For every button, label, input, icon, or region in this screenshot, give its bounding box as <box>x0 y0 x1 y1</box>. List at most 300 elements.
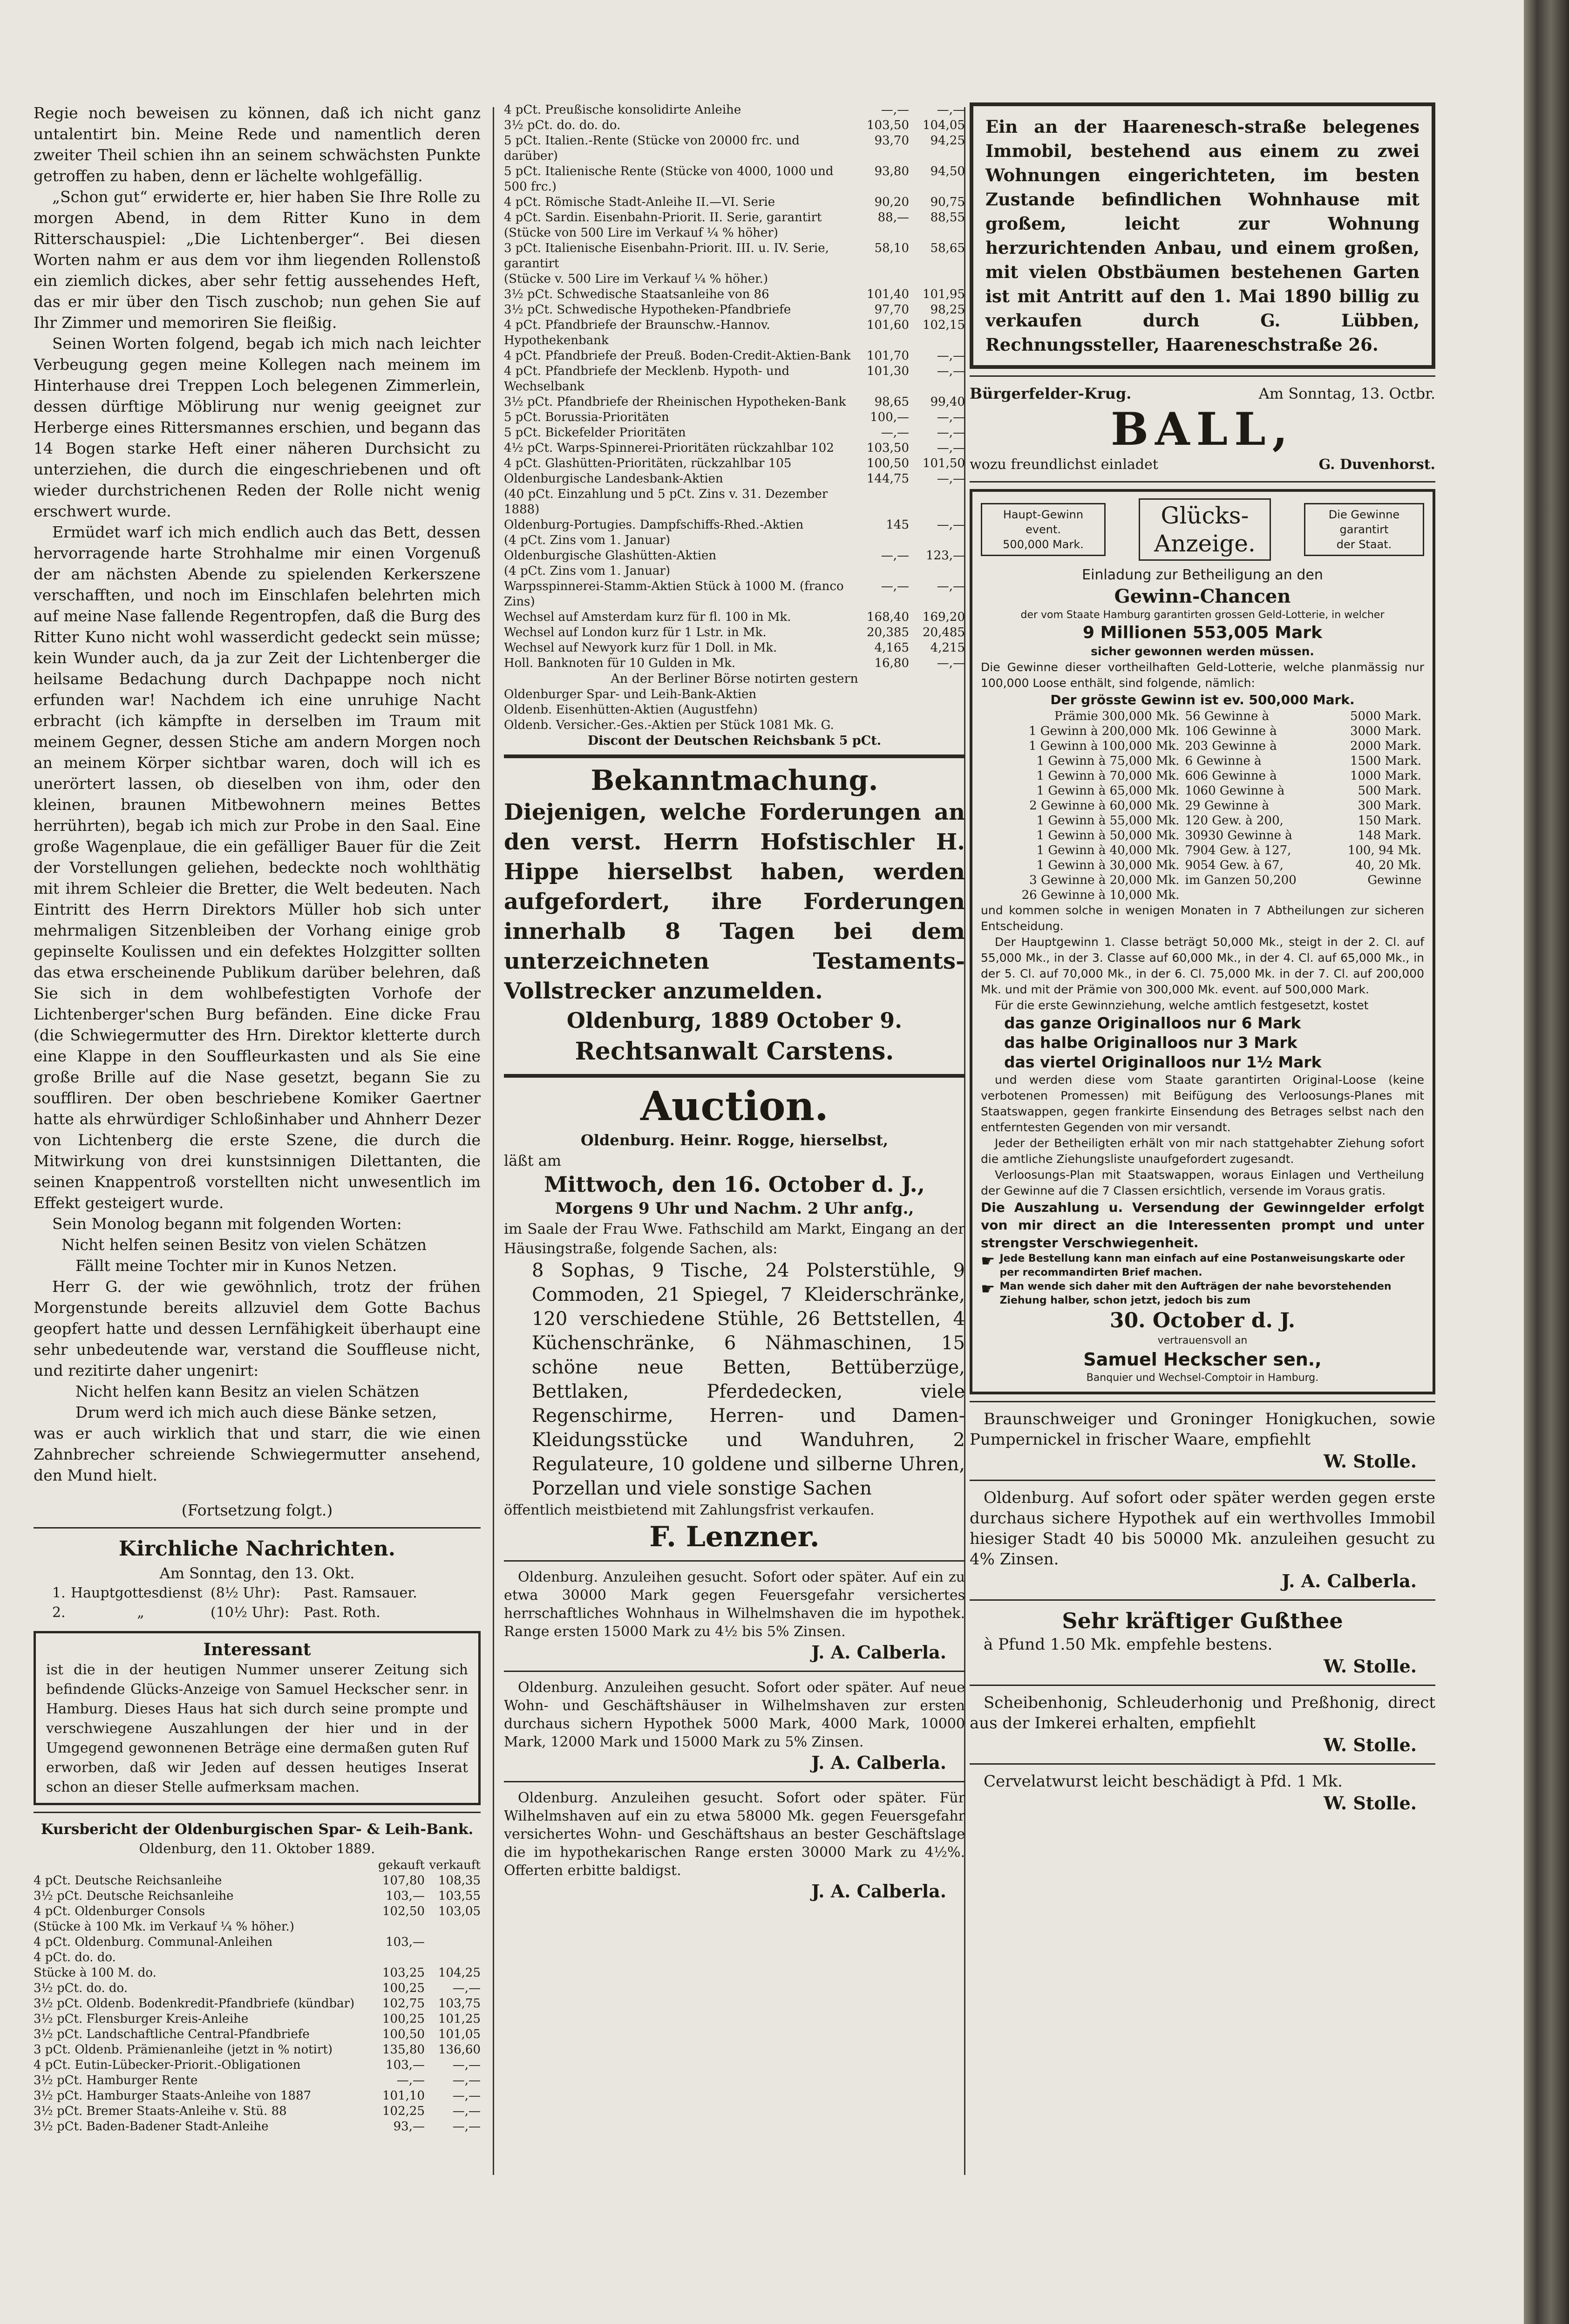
kurs-buy: 88,— <box>877 211 909 224</box>
kurs-sell: 108,35 <box>438 1874 481 1888</box>
kurs-buy: 102,25 <box>382 2104 425 2118</box>
kurs-name: 4 pCt. Pfandbriefe der Mecklenb. Hypoth- und Wechselbank <box>504 364 790 394</box>
kurs-row <box>504 272 965 287</box>
kurs-name: 5 pCt. Bickefelder Prioritäten <box>504 426 686 440</box>
church-news <box>34 1535 481 1623</box>
kurs-row <box>504 118 965 133</box>
prize-cell: 1060 Gewinne à <box>1185 784 1285 798</box>
prize-cell: 26 Gewinne à 10,000 Mk. <box>1021 888 1180 902</box>
church-row: 2. „ (10½ Uhr): Past. Roth. <box>52 1604 380 1621</box>
kurs-sell: 104,05 <box>923 118 965 132</box>
prize-cell: 1 Gewinn à 65,000 Mk. <box>1036 784 1180 798</box>
kurs-buy: 103,25 <box>382 1966 425 1980</box>
prize-cell <box>1182 888 1326 903</box>
kurs-name: 3 pCt. Oldenb. Prämienanleihe (jetzt in % notirt) <box>34 2043 333 2057</box>
prize-cell: 150 Mark. <box>1358 814 1421 828</box>
kurs-sell: —,— <box>452 2120 481 2134</box>
prize-cell: 100, 94 Mk. <box>1347 843 1421 857</box>
prize-cell: im Ganzen 50,200 <box>1185 873 1297 887</box>
kurs-date: Oldenburg, den 11. Oktober 1889. <box>139 1841 375 1856</box>
bekannt-text: Diejenigen, welche Forderungen an den verst. Herrn Hofstischler H. Hippe hierselbst haben, werden aufgefordert, ihre Forderungen innerhalb 8 Tagen bei dem unterzeichneten Testaments-Vollstrecker anzumelden. <box>504 799 965 1004</box>
kurs-sell: —,— <box>937 426 965 440</box>
kurs-buy: 100,— <box>870 410 909 424</box>
kurs-name: 4 pCt. Pfandbriefe der Preuß. Boden-Credit-Aktien-Bank <box>504 349 851 363</box>
berlin-row <box>504 718 965 733</box>
ad-text: à Pfund 1.50 Mk. empfehle bestens. <box>984 1635 1273 1654</box>
story-paragraph: Seinen Worten folgend, begab ich mich nach leichter Verbeugung gegen meine Kollegen nach meinem im Hinterhause drei Treppen Loch belegenen Zimmerlein, dessen dürftige Möblirung nur wenig geeignet zur Herberge eines Rittersmannes erschien, und begann das 14 Bogen starke Heft einer näheren Durchsicht zu unterziehen, die durch die eingeschriebenen und oft wieder durchstrichenen Reden der Rolle nicht wenig erschwert wurde. <box>34 334 481 520</box>
prize-row <box>981 888 1424 903</box>
kurs-name: 4 pCt. Eutin-Lübecker-Priorit.-Obligationen <box>34 2058 301 2072</box>
divider <box>970 1599 1435 1601</box>
prize-cell: Gewinne <box>1367 873 1421 887</box>
lottery-header <box>981 498 1424 561</box>
kurs-row <box>504 656 965 671</box>
prize-row <box>981 858 1424 873</box>
kurs-name: Wechsel auf Amsterdam kurz für fl. 100 in Mk. <box>504 610 791 624</box>
story-paragraph: Herr G. der wie gewöhnlich, trotz der frühen Morgenstunde bereits allzuviel dem Gotte Bachus geopfert hatte und dessen Lernfähigkeit überhaupt eine sehr unbedeutende war, verstand die Souffleuse nicht, und rezitirte daher ungenirt: <box>34 1278 481 1379</box>
kurs-buy: 20,385 <box>867 625 909 639</box>
berlin-list <box>504 687 965 733</box>
kurs-name: 3½ pCt. do. do. <box>34 1981 128 1995</box>
kurs-row <box>504 487 965 517</box>
kurs-row <box>504 225 965 241</box>
auction-items: 8 Sophas, 9 Tische, 24 Polsterstühle, 9 Commoden, 21 Spiegel, 7 Kleiderschränke, 120 verschiedene Stühle, 26 Bettstellen, 4 Küchenschränke, 6 Nähmaschinen, 15 schöne neue Betten, Bettüberzüge, Bettlaken, Pferdedecken, viele Regenschirme, Herren- und Damen-Kleidungsstücke und Wanduhren, 2 Regulateure, 10 goldene und silberne Uhren, Porzellan und viele sonstige Sachen <box>532 1260 965 1499</box>
kurs-buy: 144,75 <box>867 472 909 486</box>
ad-signature: J. A. Calberla. <box>811 1752 946 1773</box>
kurs-sell: 103,05 <box>438 1904 481 1918</box>
ball-title: BALL, <box>1110 403 1295 455</box>
book-binding-edge <box>1524 0 1569 2324</box>
kurs-name: 5 pCt. Italienische Rente (Stücke von 4000, 1000 und 500 frc.) <box>504 164 834 194</box>
kurs-sell: 94,25 <box>930 134 965 148</box>
kurs-buy: 100,25 <box>382 1981 425 1995</box>
kurs-row <box>34 2119 481 2134</box>
prize-cell: 9054 Gew. à 67, <box>1185 858 1284 872</box>
immobil-text: Ein an der Haarenesch-straße belegenes Immobil, bestehend aus einem zu zwei Wohnungen eingerichteten, im besten Zustande befindlichen Wohnhause mit großem, leicht zur Wohnung herzurichtenden Anbau, und einem großen, mit vielen Obstbäumen bestehenen Garten ist mit Antritt auf den 1. Mai 1890 billig zu verkaufen durch G. Lübben, Rechnungssteller, Haareneschstraße 26. <box>985 116 1420 355</box>
kurs-sell: 4,215 <box>930 641 965 655</box>
kurs-buy: —,— <box>881 103 909 117</box>
lottery-p7: Die Auszahlung u. Versendung der Gewinngelder erfolgt von mir direct an die Interessenten prompt und unter strengster Verschwiegenheit. <box>981 1200 1424 1250</box>
prize-cell: 5000 Mark. <box>1350 709 1421 723</box>
verse-line: Fällt meine Tochter mir in Kunos Netzen. <box>75 1257 397 1275</box>
kurs-buy: 103,— <box>386 1935 425 1949</box>
ad-title: Sehr kräftiger Gußthee <box>1062 1608 1343 1633</box>
prize-cell: 1000 Mark. <box>1350 769 1421 783</box>
kurs-row <box>34 2042 481 2058</box>
kurs-row <box>504 640 965 656</box>
note-2: ☛ Man wende sich daher mit den Aufträgen der nahe bevorstehenden Ziehung halber, schon jetzt, jedoch bis zum <box>981 1280 1392 1306</box>
kurs-sell: —,— <box>452 1981 481 1995</box>
column-right <box>970 102 1435 1815</box>
small-ads <box>970 1401 1435 1815</box>
kurs-buy: 102,50 <box>382 1904 425 1918</box>
ad-signature: J. A. Calberla. <box>811 1642 946 1663</box>
kurs-buy <box>853 487 909 517</box>
kurs-buy: 101,30 <box>867 364 909 378</box>
kurs-sell: —,— <box>937 410 965 424</box>
kurs-row <box>504 425 965 441</box>
kurs-sell: —,— <box>937 518 965 532</box>
divider <box>34 1812 481 1813</box>
kurs-sell <box>909 564 965 579</box>
kurs-sell: —,— <box>937 364 965 378</box>
ball-invite: wozu freundlichst einladet <box>970 456 1158 473</box>
kurs-buy: —,— <box>881 549 909 563</box>
lottery-deadline: 30. October d. J. <box>1109 1309 1296 1332</box>
classified-ad <box>504 1568 965 1664</box>
bekannt-date: Oldenburg, 1889 October 9. <box>566 1008 903 1033</box>
verse-line: Drum werd ich mich auch diese Bänke setzen, <box>75 1403 437 1421</box>
berlin-name: Oldenburger Spar- und Leih-Bank-Aktien <box>504 687 757 701</box>
divider <box>970 1401 1435 1402</box>
kurs-row <box>504 318 965 348</box>
kurs-name: 4 pCt. Glashütten-Prioritäten, rückzahlbar 105 <box>504 456 792 470</box>
kurs-buy: 93,70 <box>874 134 909 148</box>
kurs-row <box>34 2058 481 2073</box>
kurs-title: Kursbericht der Oldenburgischen Spar- & Leih-Bank. <box>41 1821 474 1838</box>
church-title: Kirchliche Nachrichten. <box>118 1537 396 1561</box>
kurs-name: (Stücke à 100 Mk. im Verkauf ¼ % höher.) <box>34 1920 294 1934</box>
prize-cell: 1 Gewinn à 55,000 Mk. <box>1036 814 1180 828</box>
kurs-row <box>504 579 965 610</box>
kurs-buy: 168,40 <box>867 610 909 624</box>
column-rule <box>493 107 494 2175</box>
kurs-buy: 103,50 <box>867 118 909 132</box>
kurs-sell <box>909 272 965 287</box>
classified-ad <box>970 1692 1435 1757</box>
lottery-millions: 9 Millionen 553,005 Mark <box>1082 623 1323 642</box>
kurs-sell: 169,20 <box>923 610 965 624</box>
kurs-name: 3 pCt. Italienische Eisenbahn-Priorit. III. u. IV. Serie, garantirt <box>504 241 829 271</box>
prize-cell: 1 Gewinn à 100,000 Mk. <box>1028 739 1180 753</box>
kurs-sell: —,— <box>937 656 965 670</box>
kurs-name: Wechsel auf Newyork kurz für 1 Doll. in Mk. <box>504 641 777 655</box>
story-paragraph: Sein Monolog begann mit folgenden Worten: <box>52 1215 402 1233</box>
kurs-sell: —,— <box>452 2073 481 2087</box>
kurs-header: gekauft verkauft <box>378 1858 481 1872</box>
lottery-intro: Einladung zur Betheiligung an den <box>1082 567 1323 583</box>
auction-line2: läßt am <box>504 1152 562 1169</box>
kurs-sell: 101,25 <box>438 2012 481 2026</box>
kursbericht <box>34 1820 481 2134</box>
divider <box>970 1763 1435 1765</box>
kurs-buy: 101,40 <box>867 287 909 301</box>
price-line: das halbe Originalloos nur 3 Mark <box>1004 1033 1297 1052</box>
kurs-sell: 98,25 <box>930 303 965 317</box>
kurs-name: 3½ pCt. Hamburger Rente <box>34 2073 198 2087</box>
kurs-table-continued <box>504 102 965 671</box>
classified-ad <box>970 1409 1435 1473</box>
kurs-row <box>34 2011 481 2027</box>
kurs-sell <box>425 1950 481 1965</box>
prize-row <box>981 754 1424 768</box>
kurs-name: 4 pCt. Sardin. Eisenbahn-Priorit. II. Serie, garantirt <box>504 211 822 224</box>
kurs-buy <box>853 272 909 287</box>
lottery-p2: Der Hauptgewinn 1. Classe beträgt 50,000 Mk., steigt in der 2. Cl. auf 55,000 Mk., in der 3. Classe auf 60,000 Mk., in der 4. Cl. auf 65,000 Mk., in der 5. Cl. auf 70,000 Mk., in der 6. Cl. 75,000 Mk. in der 7. Cl. auf 200,000 Mk. und mit der Prämie von 300,000 Mk. event. auf 500,000 Mark. <box>981 935 1424 996</box>
kurs-name: Warpsspinnerei-Stamm-Aktien Stück à 1000 M. (franco Zins) <box>504 579 844 609</box>
kurs-row <box>504 625 965 640</box>
kurs-buy: —,— <box>396 2073 425 2087</box>
ad-signature: J. A. Calberla. <box>1282 1570 1417 1591</box>
kurs-sell: 101,50 <box>923 456 965 470</box>
kurs-buy: 107,80 <box>382 1874 425 1888</box>
kurs-row <box>504 164 965 195</box>
kurs-name: 3½ pCt. Deutsche Reichsanleihe <box>34 1889 234 1903</box>
ad-text: Oldenburg. Anzuleihen gesucht. Sofort oder später. Auf neue Wohn- und Geschäftshäuser in Wilhelmshaven zur ersten durchaus sichern Hypothek 5000 Mark, 4000 Mark, 10000 Mark, 12000 Mark und 15000 Mark zu 5% Zinsen. <box>504 1679 965 1750</box>
ball-ad <box>970 383 1435 475</box>
kurs-buy: 100,50 <box>867 456 909 470</box>
kurs-sell: 101,05 <box>438 2027 481 2041</box>
kurs-row <box>504 394 965 410</box>
ad-text: Braunschweiger und Groninger Honigkuchen, sowie Pumpernickel in frischer Waare, empfiehlt <box>970 1410 1435 1449</box>
kurs-sell: —,— <box>937 472 965 486</box>
prize-cell: 3 Gewinne à 20,000 Mk. <box>1029 873 1180 887</box>
divider <box>34 1527 481 1529</box>
lottery-desc: Die Gewinne dieser vortheilhaften Geld-Lotterie, welche planmässig nur 100,000 Loose enthält, sind folgende, nämlich: <box>981 660 1424 690</box>
ball-signature: G. Duvenhorst. <box>1318 456 1435 473</box>
divider <box>970 481 1435 482</box>
kurs-sell: —,— <box>937 103 965 117</box>
prize-cell: 1 Gewinn à 50,000 Mk. <box>1036 829 1180 843</box>
divider <box>504 1671 965 1672</box>
kurs-buy: 58,10 <box>874 241 909 255</box>
kurs-name: Oldenburgische Landesbank-Aktien <box>504 472 723 486</box>
prize-table <box>981 709 1424 903</box>
kurs-sell: 102,15 <box>923 318 965 332</box>
kurs-buy: 103,— <box>386 2058 425 2072</box>
kurs-buy: 101,70 <box>867 349 909 363</box>
kurs-sell <box>909 533 965 548</box>
kurs-name: (4 pCt. Zins vom 1. Januar) <box>504 533 671 547</box>
interessant-title: Interessant <box>203 1640 311 1659</box>
kurs-buy: 93,— <box>393 2120 425 2134</box>
kurs-name: 3½ pCt. Baden-Badener Stadt-Anleihe <box>34 2120 269 2134</box>
prize-row <box>981 724 1424 739</box>
kurs-sell: 103,55 <box>438 1889 481 1903</box>
kurs-name: 5 pCt. Borussia-Prioritäten <box>504 410 669 424</box>
kurs-buy: 103,— <box>386 1889 425 1903</box>
kurs-row <box>504 210 965 225</box>
bekanntmachung <box>504 764 965 1068</box>
kurs-sell: —,— <box>937 441 965 455</box>
kurs-row <box>34 2027 481 2042</box>
classified-ad <box>970 1771 1435 1815</box>
kurs-sell: 99,40 <box>930 395 965 409</box>
prize-cell: 606 Gewinne à <box>1185 769 1277 783</box>
kurs-sell <box>425 1935 481 1950</box>
kurs-sell <box>909 225 965 241</box>
prize-cell: 30930 Gewinne à <box>1185 829 1292 843</box>
divider <box>504 1781 965 1782</box>
interessant-text: ist die in der heutigen Nummer unserer Zeitung sich befindende Glücks-Anzeige von Samuel Heckscher senr. in Hamburg. Dieses Haus hat sich durch seine prompte und verschwiegene Auszahlungen der hier und in der Umgegend gewonnenen Beträge eine dermaßen guten Ruf erworben, daß wir Jeden auf dessen heutiges Inserat schon an dieser Stelle aufmerksam machen. <box>46 1662 468 1795</box>
ad-signature: W. Stolle. <box>1324 1734 1417 1755</box>
kurs-row <box>504 102 965 118</box>
ad-signature: J. A. Calberla. <box>811 1881 946 1902</box>
kurs-name: (40 pCt. Einzahlung und 5 pCt. Zins v. 31. Dezember 1888) <box>504 487 828 516</box>
kurs-name: 4 pCt. Preußische konsolidirte Anleihe <box>504 103 741 117</box>
prize-cell: 106 Gewinne à <box>1185 724 1277 738</box>
kurs-row <box>504 471 965 487</box>
kurs-row <box>504 348 965 364</box>
prize-cell: 40, 20 Mk. <box>1355 858 1421 872</box>
prize-cell: 1500 Mark. <box>1350 754 1421 768</box>
divider <box>504 754 965 758</box>
kurs-name: 4 pCt. Oldenburger Consols <box>34 1904 205 1918</box>
story-paragraph: was er auch wirklich that und starr, die wie einen Zahnbrecher schreiende Schwiegermutter ansehend, den Mund hielt. <box>34 1424 481 1484</box>
classified-ad <box>504 1678 965 1774</box>
kurs-row <box>504 441 965 456</box>
kurs-name: Stücke à 100 M. do. <box>34 1966 156 1980</box>
kurs-sell: 90,75 <box>930 195 965 209</box>
prize-row <box>981 798 1424 813</box>
kurs-buy <box>369 1950 425 1965</box>
column-left <box>34 102 481 2134</box>
note-1: ☛ Jede Bestellung kann man einfach auf eine Postanweisungskarte oder per recommandirten Brief machen. <box>981 1252 1405 1278</box>
ball-date: Am Sonntag, 13. Octbr. <box>1258 385 1435 402</box>
kurs-row <box>34 1935 481 1950</box>
prize-cell <box>1326 888 1424 903</box>
kurs-sell <box>425 1919 481 1935</box>
kurs-sell <box>909 487 965 517</box>
lottery-merchant-sub: Banquier und Wechsel-Comptoir in Hamburg. <box>1086 1372 1319 1384</box>
kurs-name: 3½ pCt. Oldenb. Bodenkredit-Pfandbriefe (kündbar) <box>34 1997 355 2011</box>
kurs-name: Oldenburg-Portugies. Dampfschiffs-Rhed.-Aktien <box>504 518 804 532</box>
auction-title: Auction. <box>640 1083 829 1130</box>
kurs-buy: 93,80 <box>874 164 909 178</box>
kurs-row <box>34 2104 481 2119</box>
prize-cell: 500 Mark. <box>1358 784 1421 798</box>
ad-text: Oldenburg. Auf sofort oder später werden gegen erste durchaus sichere Hypothek auf ein werthvolles Immobil hiesiger Stadt 40 bis 50000 Mk. anzuleihen gesucht zu 4% Zinsen. <box>970 1488 1435 1569</box>
ad-text: Scheibenhonig, Schleuderhonig und Preßhonig, direct aus der Imkerei erhalten, empfiehlt <box>970 1693 1435 1733</box>
kurs-buy: 103,50 <box>867 441 909 455</box>
kurs-buy: 102,75 <box>382 1997 425 2011</box>
verse-line: Nicht helfen seinen Besitz von vielen Schätzen <box>61 1236 427 1254</box>
story-paragraph: Regie noch beweisen zu können, daß ich nicht ganz untalentirt bin. Meine Rede und namentlich deren zweiter Theil schien ihn an seinem schwächsten Punkte getroffen zu haben, denn er lächelte wohlgefällig. <box>34 104 481 185</box>
discount-note: Discont der Deutschen Reichsbank 5 pCt. <box>587 734 882 748</box>
kurs-row <box>34 1981 481 1996</box>
kurs-name: 3½ pCt. Schwedische Hypotheken-Pfandbriefe <box>504 303 791 317</box>
kurs-row <box>34 1996 481 2011</box>
kurs-row <box>504 517 965 533</box>
kurs-row <box>504 456 965 471</box>
kurs-buy: 97,70 <box>874 303 909 317</box>
kurs-sell: 103,75 <box>438 1997 481 2011</box>
kurs-row <box>504 133 965 164</box>
kurs-buy: 101,60 <box>867 318 909 332</box>
classified-ad <box>504 1789 965 1903</box>
continued-note: (Fortsetzung folgt.) <box>181 1501 333 1519</box>
kurs-sell: —,— <box>937 579 965 593</box>
church-row: 1. Hauptgottesdienst (8½ Uhr): Past. Ramsauer. <box>52 1585 417 1601</box>
berlin-row <box>504 702 965 718</box>
kurs-buy: 135,80 <box>382 2043 425 2057</box>
kurs-name: Holl. Banknoten für 10 Gulden in Mk. <box>504 656 736 670</box>
classified-ad <box>970 1488 1435 1593</box>
story-paragraph: „Schon gut“ erwiderte er, hier haben Sie Ihre Rolle zu morgen Abend, in dem Ritter Kuno in dem Ritterschauspiel: „Die Lichtenberger“. Bei diesen Worten nahm er aus dem vor ihm liegenden Rollenstoß ein ziemlich dickes, aber sehr fettig aussehendes Heft, das er mir über den Tisch zuschob; nun gehen Sie auf Ihr Zimmer und memoriren Sie fleißig. <box>34 188 481 332</box>
church-date: Am Sonntag, den 13. Okt. <box>159 1564 355 1582</box>
pointing-hand-icon: ☛ <box>981 1280 995 1298</box>
kurs-sell: —,— <box>452 2058 481 2072</box>
ad-text: Oldenburg. Anzuleihen gesucht. Sofort oder später. Für Wilhelmshaven auf ein zu etwa 58000 Mk. gegen Feuersgefahr versichertes Wohn- und Geschäftshaus an bester Geschäftslage die im hypothekarischen Range ersten 30000 Mark zu 4½%. Offerten erbitte baldigst. <box>504 1790 965 1879</box>
classified-ad <box>970 1607 1435 1678</box>
prize-cell: 56 Gewinne à <box>1185 709 1270 723</box>
kurs-name: 4 pCt. Oldenburg. Communal-Anleihen <box>34 1935 273 1949</box>
divider <box>970 1685 1435 1686</box>
kurs-name: (Stücke v. 500 Lire im Verkauf ¼ % höher.) <box>504 272 768 286</box>
story-paragraph: Ermüdet warf ich mich endlich auch das Bett, dessen hervorragende harte Strohhalme mir einen Vorgenuß der am nächsten Abende zu spielenden Kerkerszene verschafften, und noch im Einschlafen belehrten mich auf meine Nase fallende Regentropfen, daß die Burg des Ritter Kuno nicht wohl wasserdicht gedeckt sein müsse; kein Wunder auch, da ja zur Zeit der Lichtenberger die heilsame Bedachung durch Dachpappe noch nicht erfunden war! Nachdem ich eine unruhige Nacht erbracht (ich kämpfte in derselben im Traum mit meinem Gegner, dessen Stiche am andern Morgen noch an meinem Körper sichtbar waren, doch will ich es unerörtert lassen, ob dieselben von ihm, oder den kleinen, braunen Mitbewohnern meines Bettes herrührten), begab ich mich zur Probe in den Saal. Eine große Wagenplaue, die ein gefälliger Bauer für die Zeit der Vorstellungen geliehen, bedeckte noch wohlthätig mit ihrem Schleier die Bretter, die Welt bedeuten. Nach Eintritt des Herrn Direktors Müller hob sich unter mehrmaligen Sitzenbleiben der Vorhang einige grob gepinselte Koulissen und ein defektes Holzgitter sollten das etwa erscheinende Publikum darüber belehren, daß Sie sich in dem wohlbefestigten Vorhofe der Lichtenberger'schen Burg befänden. Eine dicke Frau (die Schwiegermutter des Hrn. Direktor kletterte durch eine Klappe in den Souffleurkasten und als Sie eine große Brille auf die Nase gesetzt, begann Sie zu souffliren. Der oben beschriebene Komiker Gaertner hatte als ehrwürdiger Schloßinhaber und Ahnherr Dezer von Lichtenberg die erste Szene, die durch die Mitwirkung von drei kunstsinnigen Dilettanten, die seinen Knappentroß vorstellten nicht unwesentlich im Effekt gesteigert wurde. <box>34 523 481 1212</box>
lottery-left-box: Haupt-Gewinn event. 500,000 Mark. <box>981 503 1106 556</box>
kurs-buy: 98,65 <box>874 395 909 409</box>
kurs-name: 4 pCt. do. do. <box>34 1950 116 1964</box>
pointing-hand-icon: ☛ <box>981 1252 995 1271</box>
kurs-buy <box>369 1919 425 1935</box>
prize-row <box>981 828 1424 843</box>
kurs-name: 3½ pCt. Hamburger Staats-Anleihe von 1887 <box>34 2089 312 2103</box>
berlin-name: Oldenb. Eisenhütten-Aktien (Augustfehn) <box>504 703 758 717</box>
prize-row <box>981 768 1424 783</box>
kurs-buy: 100,50 <box>382 2027 425 2041</box>
kurs-name: 4 pCt. Deutsche Reichsanleihe <box>34 1874 222 1888</box>
kurs-sell: 94,50 <box>930 164 965 178</box>
kurs-row <box>34 1950 481 1965</box>
kurs-sell: —,— <box>937 349 965 363</box>
kurs-row <box>504 287 965 302</box>
auction-time: Morgens 9 Uhr und Nachm. 2 Uhr anfg., <box>555 1199 914 1218</box>
kurs-row <box>34 1965 481 1981</box>
kurs-row <box>34 2088 481 2104</box>
prize-cell: 148 Mark. <box>1358 829 1421 843</box>
kurs-name: 3½ pCt. Pfandbriefe der Rheinischen Hypotheken-Bank <box>504 395 846 409</box>
ad-text: Oldenburg. Anzuleihen gesucht. Sofort oder später. Auf ein zu etwa 30000 Mark gegen Feuersgefahr versichertes herrschaftliches Wohnhaus in Wilhelmshaven die im hypothek. Range ersten 15000 Mark zu 4½ bis 5% Zinsen. <box>504 1569 965 1640</box>
kurs-sell: 104,25 <box>438 1966 481 1980</box>
price-line: das viertel Originalloos nur 1½ Mark <box>1004 1053 1322 1071</box>
kurs-buy: 145 <box>886 518 909 532</box>
lottery-p3: Für die erste Gewinnziehung, welche amtlich festgesetzt, kostet <box>995 999 1369 1012</box>
berlin-name: Oldenb. Versicher.-Ges.-Aktien per Stück 1081 Mk. G. <box>504 718 834 732</box>
ad-signature: W. Stolle. <box>1324 1451 1417 1472</box>
kurs-name: 3½ pCt. Landschaftliche Central-Pfandbriefe <box>34 2027 310 2041</box>
lottery-largest: Der grösste Gewinn ist ev. 500,000 Mark. <box>1050 692 1355 707</box>
prize-cell: 203 Gewinne à <box>1185 739 1277 753</box>
auction-line1: Oldenburg. Heinr. Rogge, hierselbst, <box>580 1131 889 1149</box>
kurs-sell: 58,65 <box>930 241 965 255</box>
lottery-sure: sicher gewonnen werden müssen. <box>1091 645 1314 658</box>
prize-row <box>981 873 1424 888</box>
divider <box>504 1560 965 1562</box>
kurs-row <box>504 302 965 318</box>
lottery-p5: Jeder der Betheiligten erhält von mir nach stattgehabter Ziehung sofort die amtliche Ziehungsliste unaufgefordert zugesandt. <box>981 1136 1424 1166</box>
lottery-title-box: Glücks- Anzeige. <box>1139 498 1271 561</box>
divider <box>970 375 1435 377</box>
kurs-name: 4 pCt. Römische Stadt-Anleihe II.—VI. Serie <box>504 195 775 209</box>
prize-cell: 6 Gewinne à <box>1185 754 1262 768</box>
prize-row <box>981 739 1424 754</box>
ad-text: Cervelatwurst leicht beschädigt à Pfd. 1 Mk. <box>984 1772 1343 1791</box>
kurs-table <box>34 1873 481 2134</box>
prize-cell: 2000 Mark. <box>1350 739 1421 753</box>
kurs-row <box>504 410 965 425</box>
kurs-row <box>504 564 965 579</box>
kurs-row <box>504 195 965 210</box>
berlin-note: An der Berliner Börse notirten gestern <box>611 672 858 686</box>
prize-cell: 1 Gewinn à 30,000 Mk. <box>1036 858 1180 872</box>
kurs-name: Wechsel auf London kurz für 1 Lstr. in Mk. <box>504 625 767 639</box>
kurs-buy: 101,10 <box>382 2089 425 2103</box>
kurs-sell: —,— <box>452 2089 481 2103</box>
lottery-p1: und kommen solche in wenigen Monaten in 7 Abtheilungen zur sicheren Entscheidung. <box>981 904 1424 933</box>
prize-cell: 2 Gewinne à 60,000 Mk. <box>1029 799 1180 813</box>
prize-cell: 1 Gewinn à 70,000 Mk. <box>1036 769 1180 783</box>
